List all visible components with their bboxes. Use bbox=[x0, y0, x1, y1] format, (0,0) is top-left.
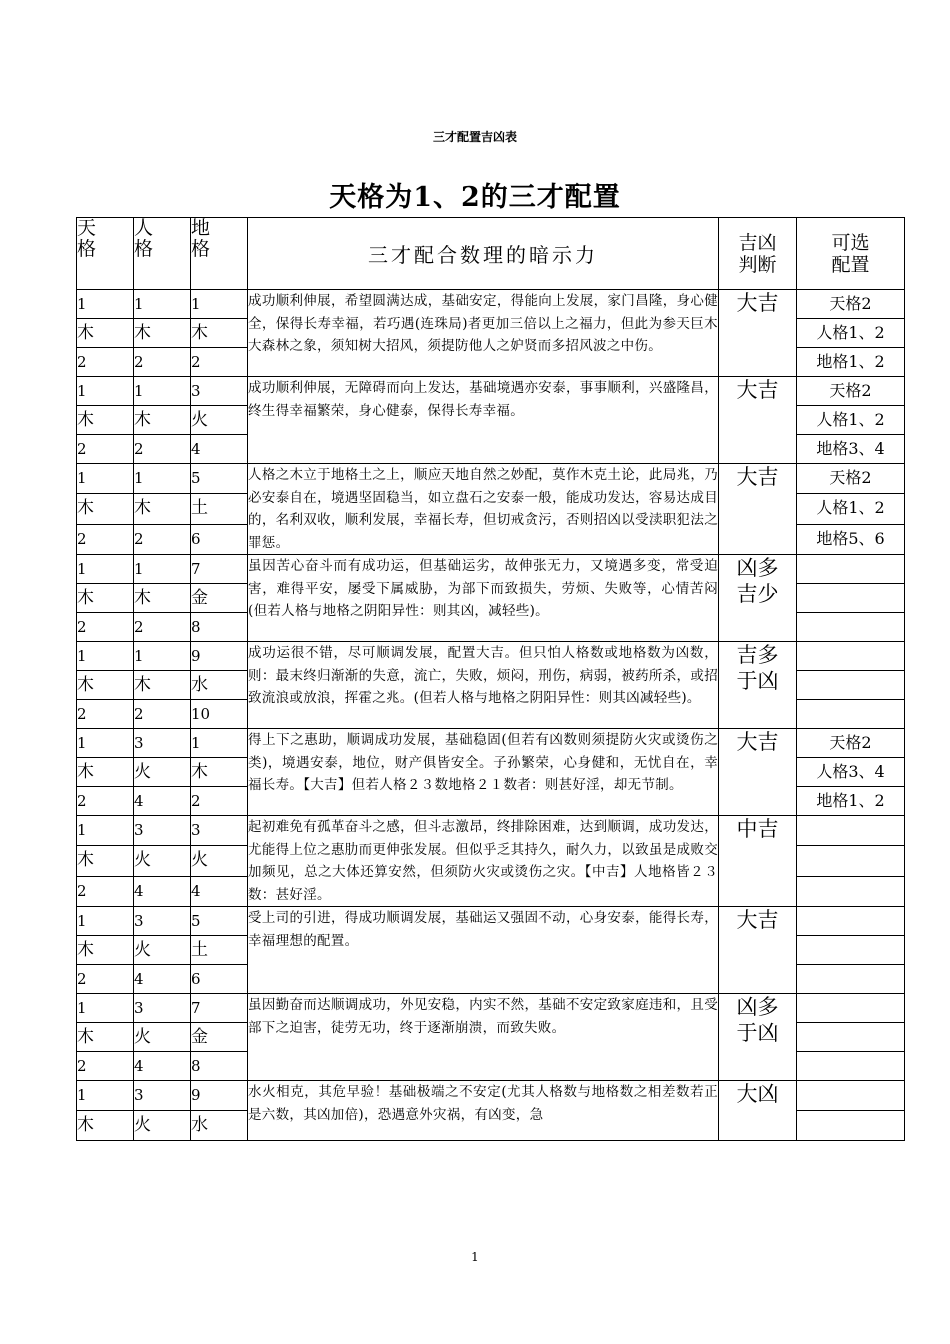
cell-tian-ge: 2 bbox=[77, 876, 134, 906]
cell-ren-ge: 火 bbox=[134, 758, 191, 787]
option-cell bbox=[797, 613, 905, 642]
verdict-cell: 大凶 bbox=[719, 1081, 797, 1141]
cell-di-ge: 金 bbox=[191, 1023, 248, 1052]
verdict-cell: 吉多 于凶 bbox=[719, 642, 797, 729]
cell-di-ge: 木 bbox=[191, 319, 248, 348]
option-cell bbox=[797, 1052, 905, 1081]
table-row bbox=[77, 907, 905, 936]
cell-di-ge: 3 bbox=[191, 816, 248, 846]
cell-tian-ge: 1 bbox=[77, 1081, 134, 1111]
option-cell: 天格2 bbox=[797, 290, 905, 319]
cell-tian-ge: 2 bbox=[77, 435, 134, 464]
cell-ren-ge: 1 bbox=[134, 464, 191, 494]
option-cell: 地格1、2 bbox=[797, 787, 905, 816]
description-cell: 人格之木立于地格土之上，顺应天地自然之妙配，莫作木克土论，此局兆，乃必安泰自在，境遇坚固稳当，如立盘石之安泰一般，能成功发达，容易达成目的，名利双收，顺利发展，幸福长寿，但切戒贪污，否则招凶以受渎职犯法之罪惩。 bbox=[248, 464, 719, 555]
document-title: 天格为1、2的三才配置 bbox=[329, 182, 621, 213]
cell-tian-ge: 1 bbox=[77, 994, 134, 1023]
cell-tian-ge: 2 bbox=[77, 1052, 134, 1081]
cell-ren-ge: 4 bbox=[134, 965, 191, 994]
option-cell bbox=[797, 1111, 905, 1141]
verdict-cell: 大吉 bbox=[719, 464, 797, 555]
option-cell bbox=[797, 555, 905, 584]
table-row bbox=[77, 377, 905, 406]
cell-di-ge: 6 bbox=[191, 965, 248, 994]
cell-tian-ge: 2 bbox=[77, 700, 134, 729]
cell-tian-ge: 木 bbox=[77, 319, 134, 348]
table-body bbox=[77, 290, 905, 1141]
cell-tian-ge: 2 bbox=[77, 613, 134, 642]
cell-di-ge: 火 bbox=[191, 846, 248, 876]
cell-ren-ge: 木 bbox=[134, 319, 191, 348]
option-cell bbox=[797, 816, 905, 846]
header-description: 三才配合数理的暗示力 bbox=[248, 218, 719, 290]
cell-ren-ge: 4 bbox=[134, 876, 191, 906]
table-row bbox=[77, 290, 905, 319]
cell-di-ge: 金 bbox=[191, 584, 248, 613]
header-tian-ge: 天 格 bbox=[77, 218, 134, 290]
cell-tian-ge: 1 bbox=[77, 816, 134, 846]
cell-di-ge: 7 bbox=[191, 555, 248, 584]
cell-ren-ge: 4 bbox=[134, 1052, 191, 1081]
cell-tian-ge: 1 bbox=[77, 642, 134, 671]
table-row bbox=[77, 994, 905, 1023]
option-cell: 人格1、2 bbox=[797, 406, 905, 435]
cell-ren-ge: 木 bbox=[134, 494, 191, 524]
cell-ren-ge: 1 bbox=[134, 555, 191, 584]
cell-ren-ge: 1 bbox=[134, 377, 191, 406]
header-options: 可选 配置 bbox=[797, 218, 905, 290]
cell-di-ge: 1 bbox=[191, 290, 248, 319]
cell-ren-ge: 3 bbox=[134, 907, 191, 936]
option-cell bbox=[797, 994, 905, 1023]
option-cell: 地格1、2 bbox=[797, 348, 905, 377]
cell-di-ge: 10 bbox=[191, 700, 248, 729]
cell-di-ge: 土 bbox=[191, 494, 248, 524]
option-cell bbox=[797, 671, 905, 700]
cell-ren-ge: 火 bbox=[134, 936, 191, 965]
cell-di-ge: 7 bbox=[191, 994, 248, 1023]
cell-di-ge: 3 bbox=[191, 377, 248, 406]
option-cell bbox=[797, 1023, 905, 1052]
table-header-row bbox=[77, 218, 905, 290]
table-row bbox=[77, 729, 905, 758]
cell-ren-ge: 1 bbox=[134, 290, 191, 319]
cell-di-ge: 水 bbox=[191, 1111, 248, 1141]
cell-di-ge: 8 bbox=[191, 1052, 248, 1081]
cell-ren-ge: 火 bbox=[134, 1111, 191, 1141]
cell-di-ge: 8 bbox=[191, 613, 248, 642]
cell-di-ge: 4 bbox=[191, 435, 248, 464]
header-judgement: 吉凶 判断 bbox=[719, 218, 797, 290]
cell-ren-ge: 火 bbox=[134, 1023, 191, 1052]
cell-ren-ge: 2 bbox=[134, 700, 191, 729]
table-row bbox=[77, 816, 905, 846]
option-cell: 地格3、4 bbox=[797, 435, 905, 464]
cell-tian-ge: 1 bbox=[77, 377, 134, 406]
description-cell: 虽因勤奋而达顺调成功，外见安稳，内实不然，基础不安定致家庭违和，且受部下之迫害，徒劳无功，终于逐渐崩溃，而致失败。 bbox=[248, 994, 719, 1081]
option-cell: 人格1、2 bbox=[797, 494, 905, 524]
cell-di-ge: 9 bbox=[191, 642, 248, 671]
cell-tian-ge: 木 bbox=[77, 406, 134, 435]
cell-di-ge: 2 bbox=[191, 787, 248, 816]
option-cell bbox=[797, 584, 905, 613]
cell-tian-ge: 木 bbox=[77, 494, 134, 524]
table-row bbox=[77, 1081, 905, 1111]
cell-ren-ge: 火 bbox=[134, 846, 191, 876]
cell-tian-ge: 2 bbox=[77, 787, 134, 816]
cell-ren-ge: 1 bbox=[134, 642, 191, 671]
option-cell bbox=[797, 846, 905, 876]
cell-tian-ge: 木 bbox=[77, 846, 134, 876]
cell-tian-ge: 2 bbox=[77, 965, 134, 994]
description-cell: 起初难免有孤革奋斗之感，但斗志激昂，终排除困难，达到顺调，成功发达，尤能得上位之惠肋而更伸张发展。但似乎乏其持久，耐久力，以致虽是成败交加频见，总之大体还算安然，但须防火灾或烫伤之灾。【中吉】人地格皆２３数：甚好淫。 bbox=[248, 816, 719, 907]
table-row bbox=[77, 642, 905, 671]
page-number: 1 bbox=[471, 1250, 479, 1264]
verdict-cell: 大吉 bbox=[719, 907, 797, 994]
cell-ren-ge: 3 bbox=[134, 729, 191, 758]
cell-di-ge: 木 bbox=[191, 758, 248, 787]
cell-ren-ge: 2 bbox=[134, 613, 191, 642]
description-cell: 虽因苦心奋斗而有成功运，但基础运劣，故伸张无力，又境遇多变，常受迫害，难得平安，屡受下属威胁，为部下而致损失，劳烦、失败等，心情苦闷(但若人格与地格之阴阳异性：则其凶，减轻些)。 bbox=[248, 555, 719, 642]
verdict-cell: 大吉 bbox=[719, 290, 797, 377]
verdict-cell: 大吉 bbox=[719, 729, 797, 816]
option-cell bbox=[797, 642, 905, 671]
option-cell: 地格5、6 bbox=[797, 524, 905, 554]
description-cell: 成功顺利伸展，希望圆满达成，基础安定，得能向上发展，家门昌隆，身心健全，保得长寿幸福，若巧遇(连珠局)者更加三倍以上之福力，但此为参天巨木大森林之象，须知树大招风，须提防他人之妒贤而多招风波之中伤。 bbox=[248, 290, 719, 377]
option-cell: 天格2 bbox=[797, 464, 905, 494]
cell-tian-ge: 木 bbox=[77, 936, 134, 965]
cell-di-ge: 土 bbox=[191, 936, 248, 965]
cell-ren-ge: 木 bbox=[134, 584, 191, 613]
cell-ren-ge: 木 bbox=[134, 671, 191, 700]
cell-di-ge: 火 bbox=[191, 406, 248, 435]
cell-tian-ge: 1 bbox=[77, 464, 134, 494]
cell-di-ge: 5 bbox=[191, 907, 248, 936]
cell-tian-ge: 1 bbox=[77, 729, 134, 758]
cell-di-ge: 水 bbox=[191, 671, 248, 700]
option-cell: 天格2 bbox=[797, 729, 905, 758]
description-cell: 得上下之惠助，顺调成功发展，基础稳固(但若有凶数则须提防火灾或烫伤之类)，境遇安泰，地位，财产俱皆安全。子孙繁荣，心身健和，无忧自在，幸福长寿。【大吉】但若人格２３数地格２１数者：则甚好淫，却无节制。 bbox=[248, 729, 719, 816]
verdict-cell: 凶多 于凶 bbox=[719, 994, 797, 1081]
cell-di-ge: 4 bbox=[191, 876, 248, 906]
cell-di-ge: 9 bbox=[191, 1081, 248, 1111]
header-di-ge: 地 格 bbox=[191, 218, 248, 290]
cell-tian-ge: 1 bbox=[77, 290, 134, 319]
verdict-cell: 凶多 吉少 bbox=[719, 555, 797, 642]
cell-ren-ge: 3 bbox=[134, 994, 191, 1023]
cell-di-ge: 1 bbox=[191, 729, 248, 758]
cell-tian-ge: 2 bbox=[77, 524, 134, 554]
cell-tian-ge: 木 bbox=[77, 1023, 134, 1052]
cell-tian-ge: 木 bbox=[77, 584, 134, 613]
document-header: 三才配置吉凶表 bbox=[432, 130, 517, 144]
table-row bbox=[77, 555, 905, 584]
option-cell: 人格3、4 bbox=[797, 758, 905, 787]
option-cell bbox=[797, 907, 905, 936]
cell-ren-ge: 2 bbox=[134, 435, 191, 464]
description-cell: 水火相克，其危早验！基础极端之不安定(尤其人格数与地格数之相差数若正是六数，其凶加倍)，恐遇意外灾祸，有凶变，急 bbox=[248, 1081, 719, 1141]
description-cell: 受上司的引进，得成功顺调发展，基础运又强固不动，心身安泰，能得长寿，幸福理想的配置。 bbox=[248, 907, 719, 994]
option-cell: 天格2 bbox=[797, 377, 905, 406]
cell-ren-ge: 4 bbox=[134, 787, 191, 816]
option-cell bbox=[797, 965, 905, 994]
cell-di-ge: 5 bbox=[191, 464, 248, 494]
option-cell bbox=[797, 700, 905, 729]
sancai-table bbox=[76, 217, 905, 1141]
verdict-cell: 中吉 bbox=[719, 816, 797, 907]
verdict-cell: 大吉 bbox=[719, 377, 797, 464]
cell-ren-ge: 2 bbox=[134, 348, 191, 377]
option-cell bbox=[797, 876, 905, 906]
cell-di-ge: 2 bbox=[191, 348, 248, 377]
cell-ren-ge: 3 bbox=[134, 1081, 191, 1111]
cell-tian-ge: 1 bbox=[77, 907, 134, 936]
cell-tian-ge: 2 bbox=[77, 348, 134, 377]
cell-ren-ge: 木 bbox=[134, 406, 191, 435]
header-ren-ge: 人 格 bbox=[134, 218, 191, 290]
cell-ren-ge: 2 bbox=[134, 524, 191, 554]
cell-tian-ge: 木 bbox=[77, 758, 134, 787]
option-cell bbox=[797, 936, 905, 965]
cell-di-ge: 6 bbox=[191, 524, 248, 554]
cell-tian-ge: 木 bbox=[77, 1111, 134, 1141]
cell-ren-ge: 3 bbox=[134, 816, 191, 846]
description-cell: 成功顺利伸展，无障碍而向上发达，基础境遇亦安泰，事事顺利，兴盛隆昌，终生得幸福繁荣，身心健泰，保得长寿幸福。 bbox=[248, 377, 719, 464]
description-cell: 成功运很不错，尽可顺调发展，配置大吉。但只怕人格数或地格数为凶数，则：最末终归渐渐的失意，流亡，失败，烦闷，刑伤，病弱，被药所杀，或招致流浪或放浪，挥霍之兆。(但若人格与地格之阴阳异性：则其凶减轻些)。 bbox=[248, 642, 719, 729]
table-row bbox=[77, 464, 905, 494]
cell-tian-ge: 木 bbox=[77, 671, 134, 700]
option-cell: 人格1、2 bbox=[797, 319, 905, 348]
option-cell bbox=[797, 1081, 905, 1111]
cell-tian-ge: 1 bbox=[77, 555, 134, 584]
